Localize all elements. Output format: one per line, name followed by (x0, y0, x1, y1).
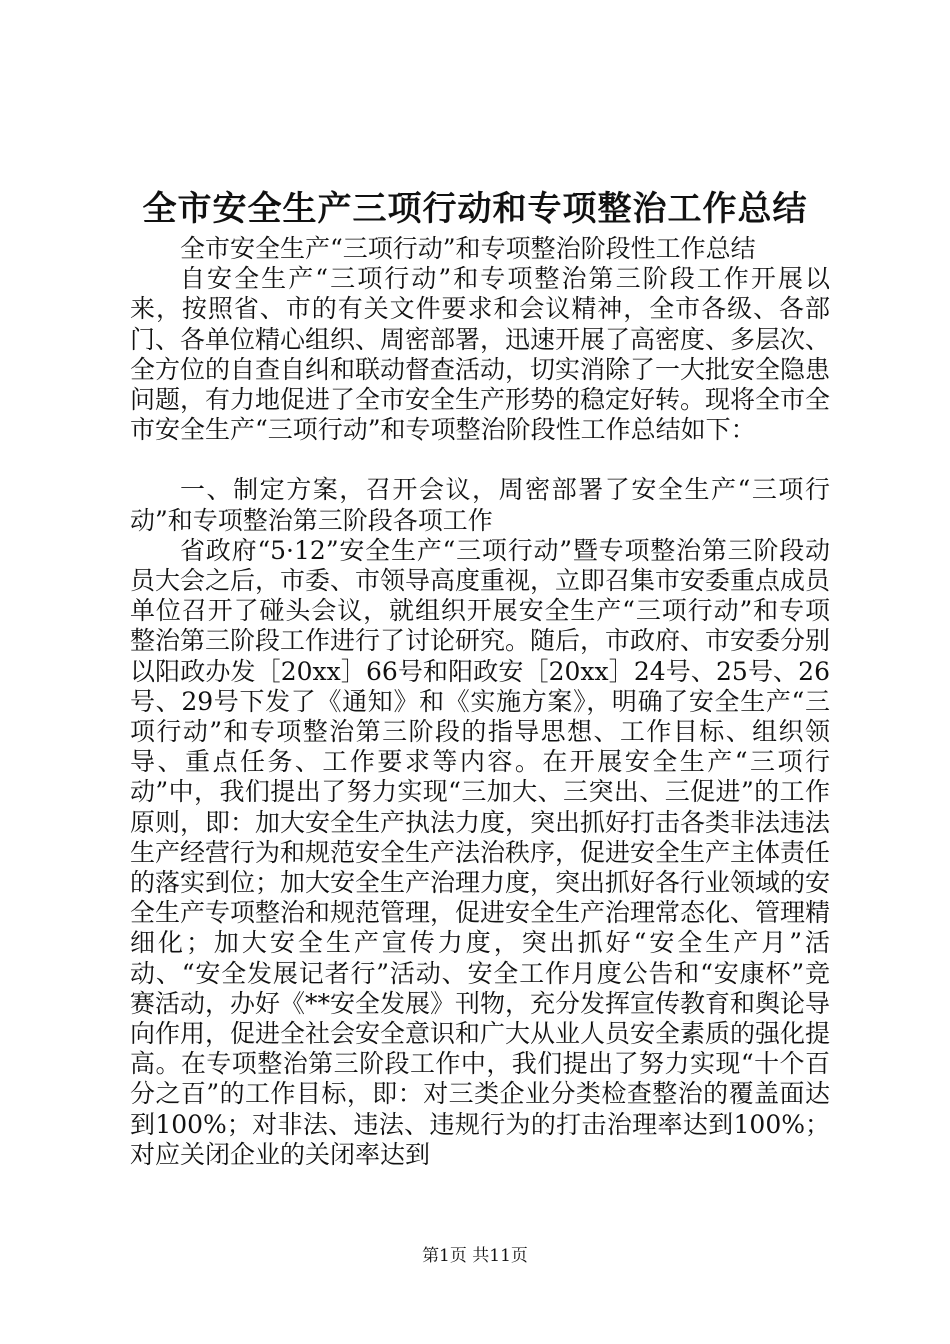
document-title: 全市安全生产三项行动和专项整治工作总结 (142, 189, 808, 229)
section-heading-1: 一、制定方案，召开会议，周密部署了安全生产“三项行动”和专项整治第三阶段各项工作 (130, 475, 830, 535)
page-number-footer: 第1页 共11页 (422, 1246, 528, 1266)
paragraph-intro: 自安全生产“三项行动”和专项整治第三阶段工作开展以来，按照省、市的有关文件要求和会议精神，全市各级、各部门、各单位精心组织、周密部署，迅速开展了高密度、多层次、全方位的自查自纠和联动督查活动，切实消除了一大批安全隐患问题，有力地促进了全市安全生产形势的稳定好转。现将全市全市安全生产“三项行动”和专项整治阶段性工作总结如下： (130, 264, 831, 445)
paragraph-section-1: 省政府“5·12”安全生产“三项行动”暨专项整治第三阶段动员大会之后，市委、市领导高度重视，立即召集市安委重点成员单位召开了碰头会议，就组织开展安全生产“三项行动”和专项整治第三阶段工作进行了讨论研究。随后，市政府、市安委分别以阳政办发［20xx］66号和阳政安［20xx］24号、25号、26号、29号下发了《通知》和《实施方案》，明确了安全生产“三项行动”和专项整治第三阶段的指导思想、工作目标、组织领导、重点任务、工作要求等内容。在开展安全生产“三项行动”中，我们提出了努力实现“三加大、三突出、三促进”的工作原则，即：加大安全生产执法力度，突出抓好打击各类非法违法生产经营行为和规范安全生产法治秩序，促进安全生产主体责任的落实到位；加大安全生产治理力度，突出抓好各行业领域的安全生产专项整治和规范管理，促进安全生产治理常态化、管理精细化；加大安全生产宣传力度，突出抓好“安全生产月”活动、“安全发展记者行”活动、安全工作月度公告和“安康杯”竞赛活动，办好《**安全发展》刊物，充分发挥宣传教育和舆论导向作用，促进全社会安全意识和广大从业人员安全素质的强化提高。在专项整治第三阶段工作中，我们提出了努力实现“十个百分之百”的工作目标，即：对三类企业分类检查整治的覆盖面达到100%；对非法、违法、违规行为的打击治理率达到100%；对应关闭企业的关闭率达到 (130, 535, 831, 1169)
document-subtitle: 全市安全生产“三项行动”和专项整治阶段性工作总结 (180, 234, 756, 263)
document-body (130, 234, 830, 1170)
